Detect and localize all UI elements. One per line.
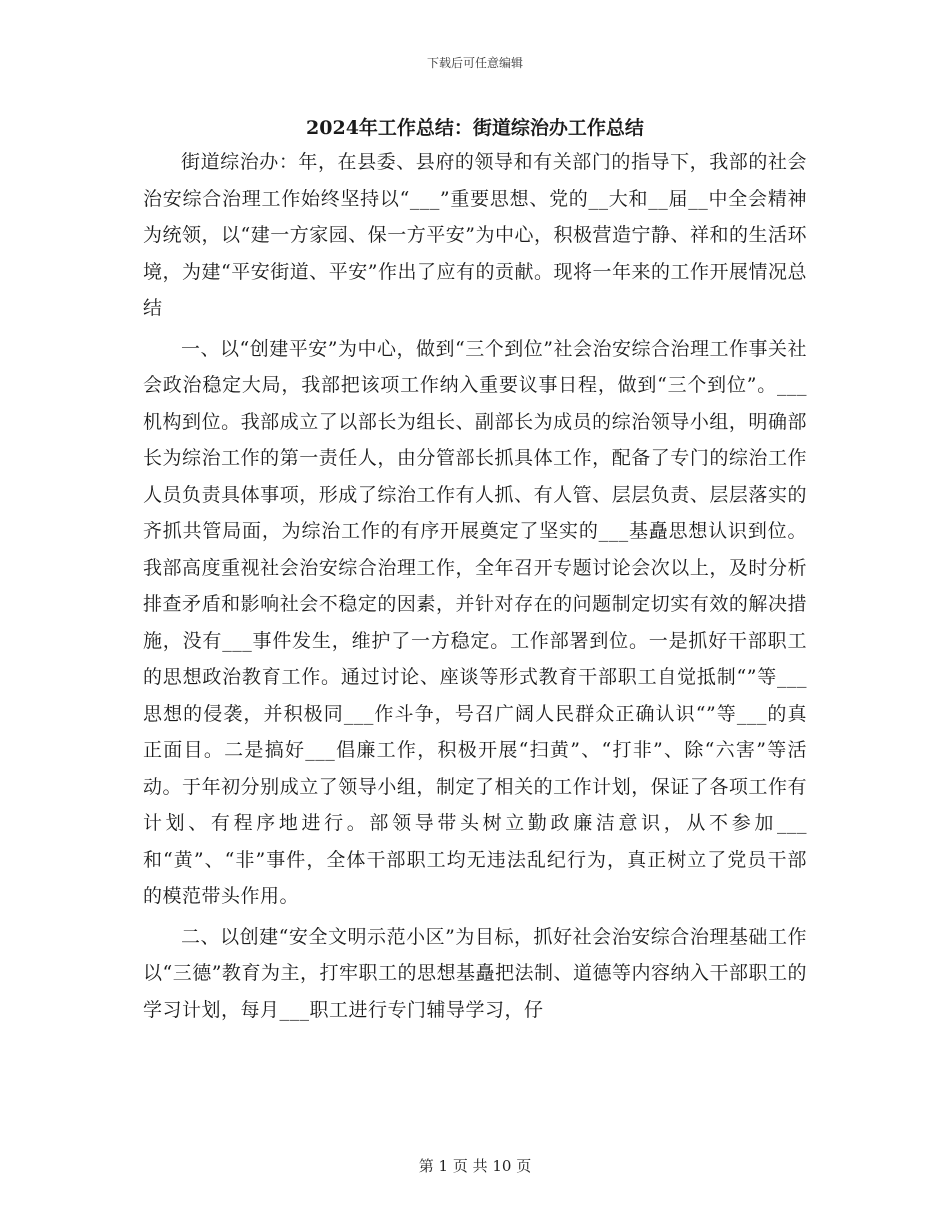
document-title: 2024年工作总结：街道综治办工作总结 — [306, 117, 644, 139]
document-body — [143, 144, 807, 1028]
paragraph-intro: 街道综治办：年，在县委、县府的领导和有关部门的指导下，我部的社会治安综合治理工作始终坚持以“___”重要思想、党的__大和__届__中全会精神为统领，以“建一方家园、保一方平安”为中心，积极营造宁静、祥和的生活环境，为建“平安街道、平安”作出了应有的贡献。现将一年来的工作开展情况总结 — [143, 151, 807, 319]
header-note: 下载后可任意编辑 — [426, 56, 523, 70]
paragraph-section-two: 二、以创建“安全文明示范小区”为目标，抓好社会治安综合治理基础工作以“三德”教育为主，打牢职工的思想基矗把法制、道德等内容纳入干部职工的学习计划，每月___职工进行专门辅导学习，仔 — [143, 925, 807, 1021]
page-number: 第 1 页 共 10 页 — [418, 1157, 532, 1175]
paragraph-section-one: 一、以“创建平安”为中心，做到“三个到位”社会治安综合治理工作事关社会政治稳定大局，我部把该项工作纳入重要议事日程，做到“三个到位”。___机构到位。我部成立了以部长为组长、副部长为成员的综治领导小组，明确部长为综治工作的第一责任人，由分管部长抓具体工作，配备了专门的综治工作人员负责具体事项，形成了综治工作有人抓、有人管、层层负责、层层落实的齐抓共管局面，为综治工作的有序开展奠定了坚实的___基矗思想认识到位。我部高度重视社会治安综合治理工作，全年召开专题讨论会次以上，及时分析排查矛盾和影响社会不稳定的因素，并针对存在的问题制定切实有效的解决措施，没有___事件发生，维护了一方稳定。工作部署到位。一是抓好干部职工的思想政治教育工作。通过讨论、座谈等形式教育干部职工自觉抵制“”等___思想的侵袭，并积极同___作斗争，号召广阔人民群众正确认识“”等___的真正面目。二是搞好___倡廉工作，积极开展“扫黄”、“打非”、除“六害”等活动。于年初分别成立了领导小组，制定了相关的工作计划，保证了各项工作有计划、有程序地进行。部领导带头树立勤政廉洁意识，从不参加___和“黄”、“非”事件，全体干部职工均无违法乱纪行为，真正树立了党员干部的模范带头作用。 — [143, 337, 807, 907]
